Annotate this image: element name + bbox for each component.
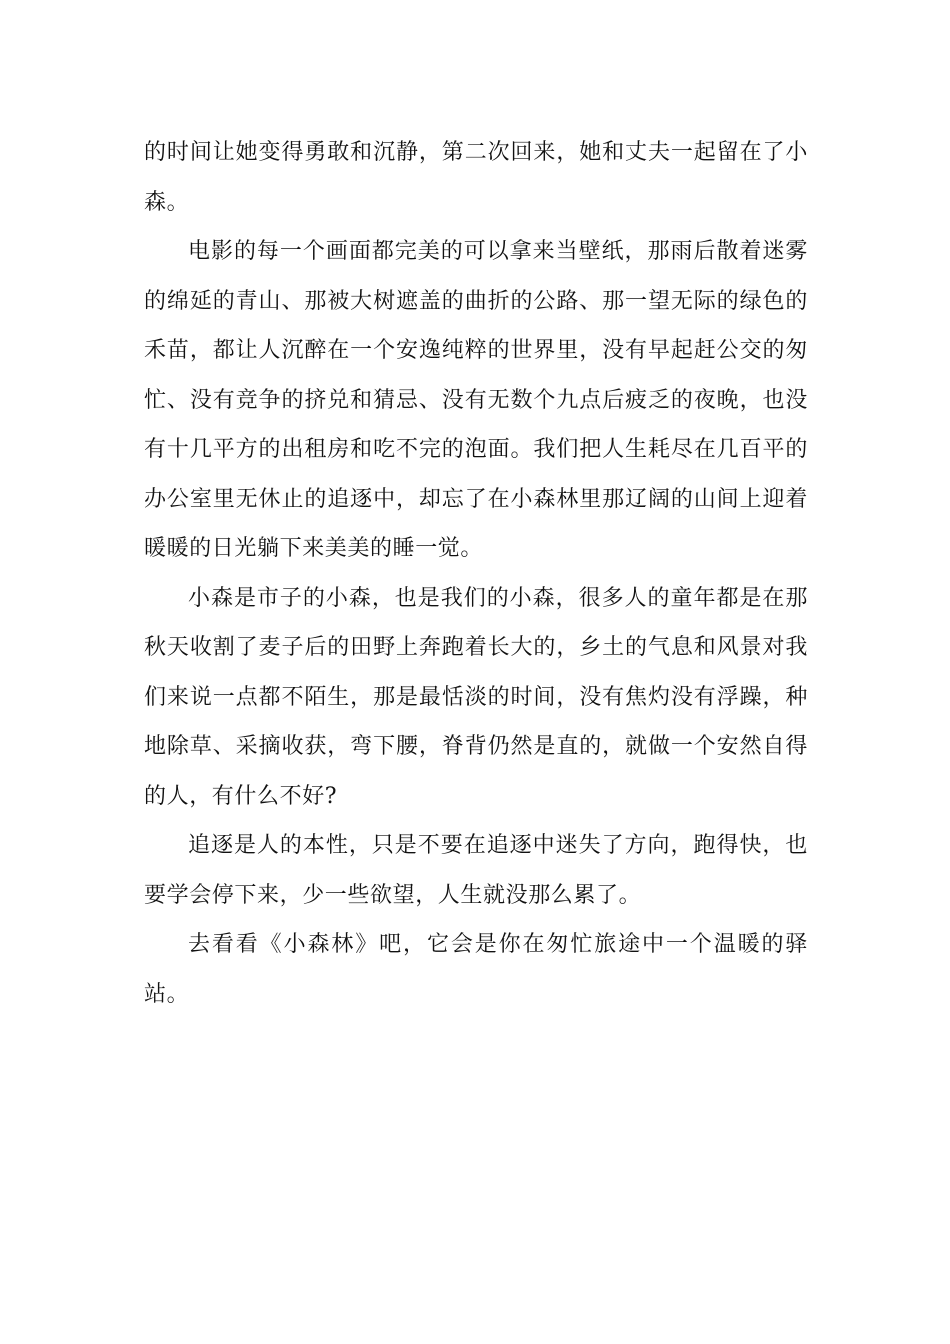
- paragraph-continuation: 的时间让她变得勇敢和沉静，第二次回来，她和丈夫一起留在了小森。: [144, 140, 808, 215]
- paragraph-recommendation: 去看看《小森林》吧，它会是你在匆忙旅途中一个温暖的驿站。: [144, 932, 808, 1007]
- paragraph-childhood: 小森是市子的小森，也是我们的小森，很多人的童年都是在那秋天收割了麦子后的田野上奔跑着长大的，乡土的气息和风景对我们来说一点都不陌生，那是最恬淡的时间，没有焦灼没有浮躁，种地除草、采摘收获，弯下腰，脊背仍然是直的，就做一个安然自得的人，有什么不好?: [144, 585, 808, 809]
- document-body: [144, 128, 808, 1019]
- paragraph-pursuit: 追逐是人的本性，只是不要在追逐中迷失了方向，跑得快，也要学会停下来，少一些欲望，人生就没那么累了。: [144, 833, 808, 908]
- paragraph-film-scenery: 电影的每一个画面都完美的可以拿来当壁纸，那雨后散着迷雾的绵延的青山、那被大树遮盖的曲折的公路、那一望无际的绿色的禾苗，都让人沉醉在一个安逸纯粹的世界里，没有早起赶公交的匆忙、没有竞争的挤兑和猜忌、没有无数个九点后疲乏的夜晚，也没有十几平方的出租房和吃不完的泡面。我们把人生耗尽在几百平的办公室里无休止的追逐中，却忘了在小森林里那辽阔的山间上迎着暖暖的日光躺下来美美的睡一觉。: [144, 239, 808, 561]
